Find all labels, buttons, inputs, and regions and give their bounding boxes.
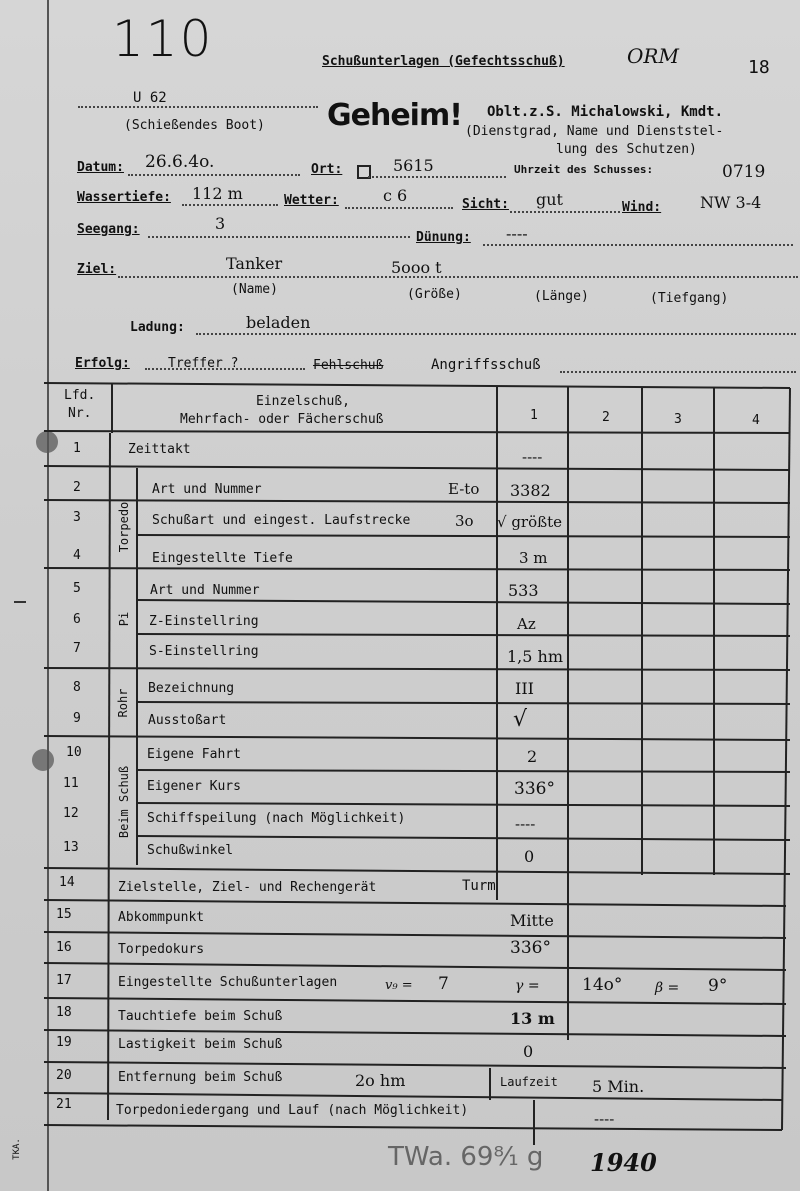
row-value: 336° <box>514 779 555 799</box>
head-col-4: 4 <box>752 413 760 428</box>
row-label: Z-Einstellring <box>149 614 259 629</box>
row-extra: E-to <box>448 480 480 498</box>
wassertiefe-value: 112 m <box>192 184 243 203</box>
group-pi: Pi <box>117 611 131 627</box>
seegang-label: Seegang: <box>77 222 140 237</box>
row-value: 13 m <box>510 1009 555 1028</box>
group-torpedo: Torpedo <box>117 501 131 553</box>
row-label: Art und Nummer <box>152 482 262 497</box>
commander-caption-2: lung des Schutzen) <box>556 142 697 157</box>
beta-label: β = <box>655 980 680 996</box>
row-value: 3 m <box>519 549 548 567</box>
wind-value: NW 3-4 <box>700 193 762 212</box>
laufzeit-label: Laufzeit <box>500 1075 558 1089</box>
row-label: Tauchtiefe beim Schuß <box>118 1009 283 1024</box>
row-value: 3382 <box>510 481 551 500</box>
erfolg-angriff: Angriffsschuß <box>431 357 541 373</box>
archive-year: 1940 <box>590 1148 657 1177</box>
uhrzeit-label: Uhrzeit des Schusses: <box>514 163 654 176</box>
commander-caption-1: (Dienstgrad, Name und Dienststel- <box>465 124 724 139</box>
laenge-caption: (Länge) <box>534 289 589 304</box>
row-value: √ <box>513 707 528 732</box>
row-label: Schußwinkel <box>147 843 234 858</box>
row-value: ---- <box>522 448 543 466</box>
row-nr: 9 <box>73 711 81 726</box>
row-label: Ausstoßart <box>148 713 227 728</box>
wetter-value: c 6 <box>383 186 408 205</box>
head-lfd: Lfd. <box>64 388 96 403</box>
row-nr: 18 <box>56 1005 72 1020</box>
row-nr: 20 <box>56 1068 72 1083</box>
erfolg-fehlschuss: Fehlschuß <box>313 358 384 373</box>
row-nr: 2 <box>73 480 81 495</box>
row-label: Torpedokurs <box>118 942 205 957</box>
seegang-value: 3 <box>215 214 226 233</box>
row-label: Lastigkeit beim Schuß <box>118 1037 283 1052</box>
row-value: ---- <box>515 815 536 833</box>
row-label: Eingestellte Tiefe <box>152 551 293 566</box>
datum-label: Datum: <box>77 160 124 175</box>
row-value: 2 <box>527 747 538 766</box>
row-value: 5 Min. <box>592 1077 645 1096</box>
groesse-caption: (Größe) <box>407 287 462 302</box>
gamma-label: γ = <box>515 978 540 994</box>
ladung-label: Ladung: <box>130 320 185 335</box>
row-nr: 1 <box>73 441 81 456</box>
row-nr: 10 <box>66 745 82 760</box>
head-col-1: 1 <box>530 408 538 423</box>
erfolg-treffer: Treffer ? <box>168 356 239 371</box>
row-nr: 21 <box>56 1097 72 1112</box>
row-value: ---- <box>594 1110 615 1128</box>
row-label: Abkommpunkt <box>118 910 205 925</box>
row-nr: 14 <box>59 875 75 890</box>
row-nr: 13 <box>63 840 79 855</box>
secret-mark: Geheim! <box>327 98 462 133</box>
row-nr: 15 <box>56 907 72 922</box>
row-label: Bezeichnung <box>148 681 235 696</box>
ort-value: 5615 <box>393 156 434 175</box>
group-rohr: Rohr <box>116 688 130 718</box>
row-nr: 5 <box>73 581 81 596</box>
gamma-value: 14o° <box>582 975 623 995</box>
row-label: Entfernung beim Schuß <box>118 1070 283 1085</box>
row-extra: 2o hm <box>355 1071 406 1090</box>
duenung-value: ---- <box>506 224 528 243</box>
row-label: Eigener Kurs <box>147 779 241 794</box>
datum-value: 26.6.4o. <box>145 152 215 172</box>
head-nr: Nr. <box>68 406 92 421</box>
margin-mark: TKA. <box>11 1138 22 1160</box>
duenung-label: Dünung: <box>416 230 471 245</box>
ladung-value: beladen <box>246 313 311 332</box>
sicht-value: gut <box>536 190 563 209</box>
row-extra: Turm <box>462 878 496 894</box>
sicht-label: Sicht: <box>462 197 509 212</box>
v-value: 7 <box>438 974 449 994</box>
row-nr: 8 <box>73 680 81 695</box>
row-label: Schußart und eingest. Laufstrecke <box>152 513 411 528</box>
row-label: Eingestellte Schußunterlagen <box>118 975 338 990</box>
wind-label: Wind: <box>622 200 662 215</box>
ort-label: Ort: <box>311 162 343 177</box>
v-label: v₉ = <box>385 978 413 993</box>
beta-value: 9° <box>708 976 728 996</box>
row-label: Art und Nummer <box>150 583 260 598</box>
wassertiefe-label: Wassertiefe: <box>77 190 171 205</box>
row-label: Zielstelle, Ziel- und Rechengerät <box>118 880 377 895</box>
head-desc-1: Einzelschuß, <box>256 394 350 409</box>
row-nr: 4 <box>73 548 81 563</box>
row-value: Az <box>517 615 536 633</box>
row-nr: 16 <box>56 940 72 955</box>
row-value: 0 <box>523 1042 534 1061</box>
ziel-label: Ziel: <box>77 262 117 277</box>
row-nr: 3 <box>73 510 81 525</box>
wetter-label: Wetter: <box>284 193 339 208</box>
form-title: Schußunterlagen (Gefechtsschuß) <box>322 54 565 69</box>
row-nr: 11 <box>63 776 79 791</box>
head-col-2: 2 <box>602 410 610 425</box>
row-value: √ größte <box>497 513 563 531</box>
row-label: S-Einstellring <box>149 644 259 659</box>
hand-note: ORM <box>627 44 679 68</box>
boat-caption: (Schießendes Boot) <box>124 118 265 133</box>
row-nr: 12 <box>63 806 79 821</box>
head-desc-2: Mehrfach- oder Fächerschuß <box>180 412 384 427</box>
number-mark: 110 <box>112 10 214 68</box>
row-value: III <box>515 679 534 698</box>
row-value: 0 <box>524 847 535 866</box>
row-value: 533 <box>508 581 539 600</box>
tiefgang-caption: (Tiefgang) <box>650 291 729 306</box>
row-nr: 7 <box>73 641 81 656</box>
head-col-3: 3 <box>674 412 682 427</box>
uhrzeit-value: 0719 <box>722 162 766 182</box>
page-number: 18 <box>748 57 770 78</box>
row-value: 336° <box>510 938 551 958</box>
row-nr: 19 <box>56 1035 72 1050</box>
row-nr: 6 <box>73 612 81 627</box>
boat-value: U 62 <box>133 90 167 106</box>
row-label: Eigene Fahrt <box>147 747 241 762</box>
row-label: Schiffspeilung (nach Möglichkeit) <box>147 811 406 826</box>
commander-value: Oblt.z.S. Michalowski, Kmdt. <box>487 104 724 120</box>
ziel-groesse-value: 5ooo t <box>391 258 442 277</box>
row-value: Mitte <box>510 911 554 930</box>
name-caption: (Name) <box>231 282 278 297</box>
erfolg-label: Erfolg: <box>75 356 130 371</box>
group-beim-schuss: Beim Schuß <box>117 765 131 839</box>
row-value: 1,5 hm <box>507 647 564 666</box>
archive-stamp: TWa. 69⁸⁄₁ g <box>388 1142 544 1172</box>
ziel-name-value: Tanker <box>226 254 283 273</box>
row-label: Zeittakt <box>128 442 191 457</box>
row-extra: 3o <box>455 512 474 530</box>
row-nr: 17 <box>56 973 72 988</box>
row-label: Torpedoniedergang und Lauf (nach Möglichkeit) <box>116 1103 469 1118</box>
